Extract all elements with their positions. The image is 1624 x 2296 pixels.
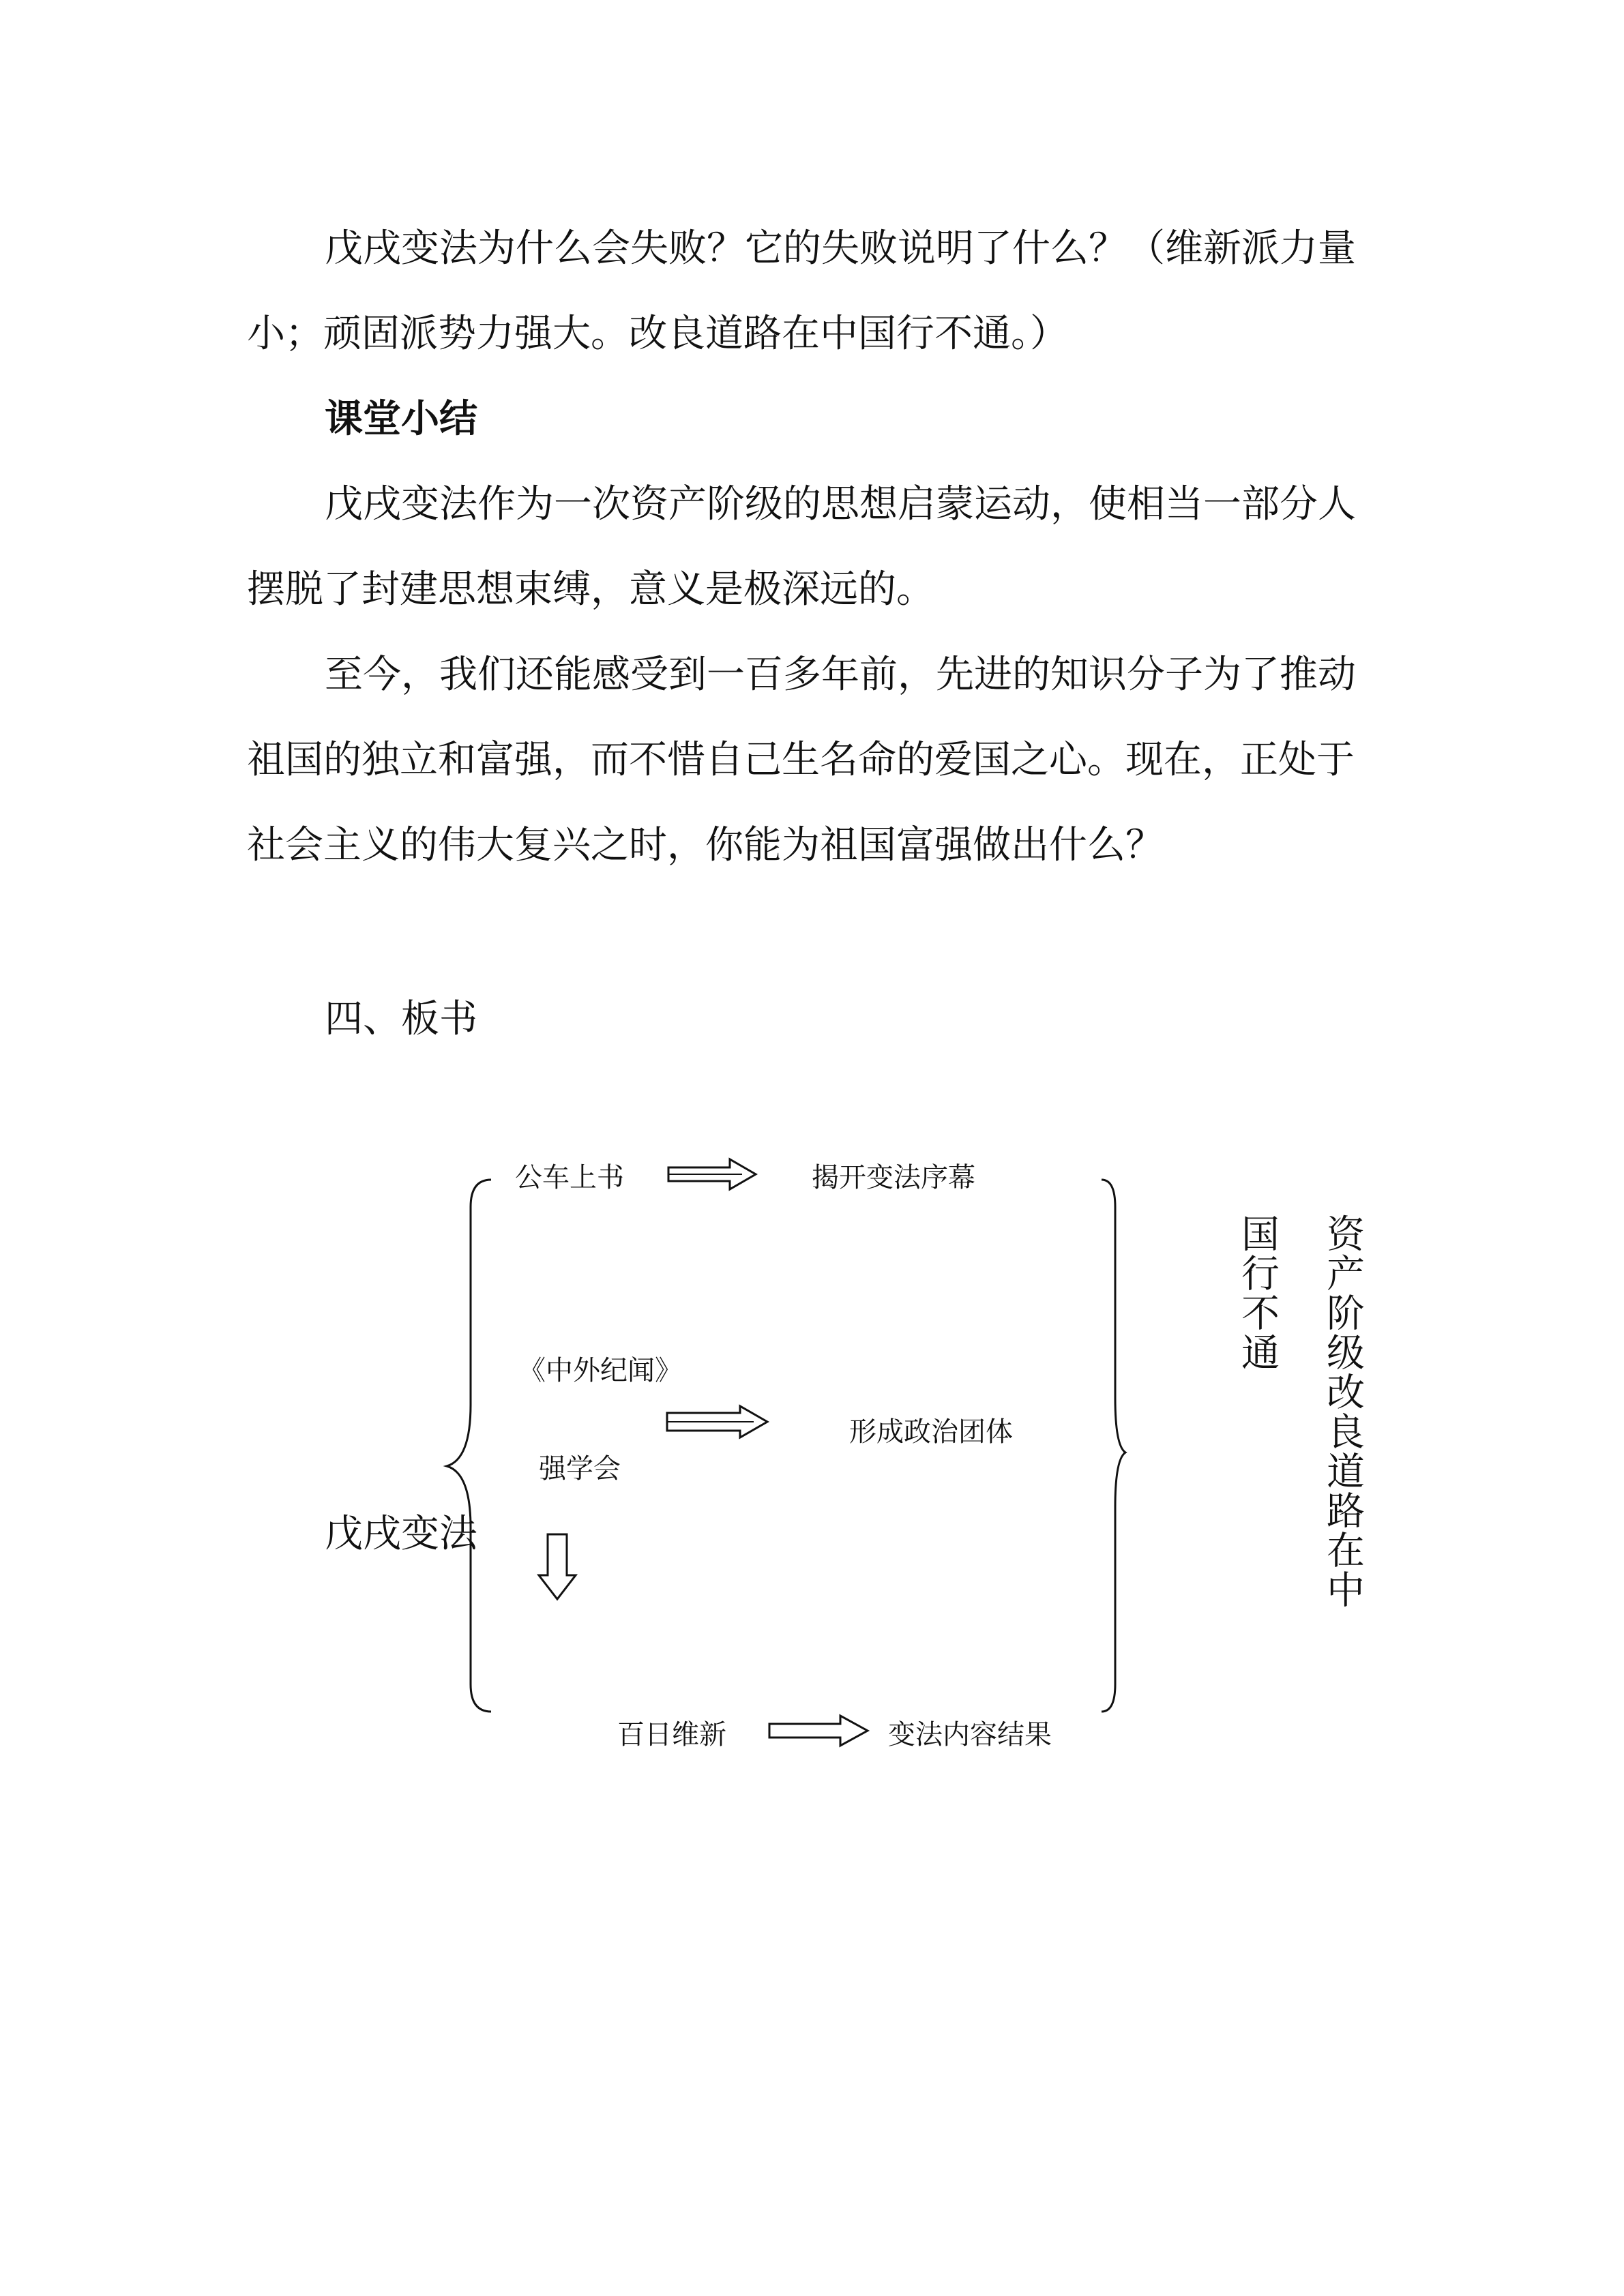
para3-line2: 祖国的独立和富强，而不惜自己生名命的爱国之心。现在，正处于: [247, 738, 1355, 782]
para1-line1: 戊戌变法为什么会失败？它的失败说明了什么？（维新派力量: [325, 226, 1356, 271]
para1-line2: 小；顽固派势力强大。改良道路在中国行不通。）: [247, 312, 1068, 356]
para3-line3: 社会主义的伟大复兴之时，你能为祖国富强做出什么？: [247, 823, 1164, 867]
label-journal: 《中外纪闻》: [518, 1355, 682, 1386]
conclusion-col2: 国行不通: [1235, 1214, 1280, 1372]
label-hundred-days: 百日维新: [617, 1719, 726, 1750]
label-hundred-result: 变法内容结果: [888, 1719, 1052, 1750]
arrow-down: [539, 1534, 576, 1599]
arrow-right-1: [668, 1159, 756, 1189]
arrow-right-2: [667, 1406, 767, 1437]
label-society: 强学会: [539, 1453, 621, 1485]
label-gongche-result: 揭开变法序幕: [812, 1162, 975, 1193]
section-title: 四、板书: [325, 997, 477, 1041]
label-group-result: 形成政治团体: [849, 1416, 1013, 1448]
para2-line1: 戊戌变法作为一次资产阶级的思想启蒙运动，使相当一部分人: [325, 482, 1356, 526]
summary-heading: 课堂小结: [325, 396, 477, 441]
main-label: 戊戌变法: [325, 1512, 477, 1556]
right-brace: [1102, 1180, 1125, 1712]
conclusion-col1: 资产阶级改良道路在中: [1320, 1214, 1365, 1609]
para3-line1: 至今，我们还能感受到一百多年前，先进的知识分子为了推动: [325, 653, 1356, 697]
label-gongche: 公车上书: [515, 1162, 624, 1193]
para2-line2: 摆脱了封建思想束缚，意义是极深远的。: [247, 567, 934, 612]
arrow-right-3: [769, 1716, 868, 1746]
left-brace: [447, 1180, 491, 1712]
